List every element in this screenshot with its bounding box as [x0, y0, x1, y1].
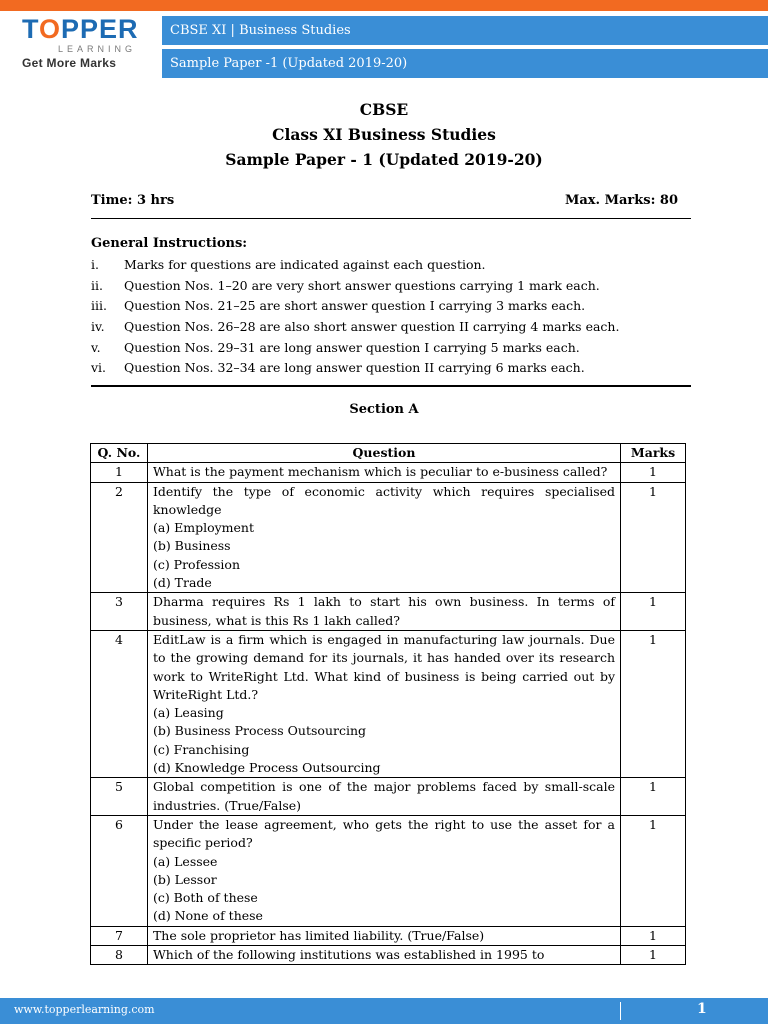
table-row: [91, 630, 686, 777]
question-text: [147, 778, 620, 816]
table-row: [91, 926, 686, 945]
question-stem: The sole proprietor has limited liability. (True/False): [152, 927, 485, 943]
footer-url[interactable]: www.topperlearning.com: [14, 1003, 155, 1016]
question-stem: EditLaw is a firm which is engaged in manufacturing law journals. Due to the growing demand for its journals, it has handed over its research work to WriteRight Ltd. What kind of business is being carried out by WriteRight Ltd.?: [152, 631, 616, 702]
table-row: [91, 463, 686, 482]
question-marks: 1: [621, 593, 686, 631]
doc-title-line1: CBSE: [359, 100, 409, 119]
question-stem: What is the payment mechanism which is peculiar to e-business called?: [152, 464, 608, 480]
question-stem: Identify the type of economic activity which requires specialised knowledge: [152, 483, 616, 517]
questions-table: [90, 443, 686, 965]
logo-subtext: LEARNING: [57, 44, 136, 54]
doc-title-line3: Sample Paper - 1 (Updated 2019-20): [225, 150, 543, 169]
question-stem: Global competition is one of the major problems faced by small-scale industries. (True/False): [152, 779, 616, 813]
answer-option: (b) Lessor: [152, 871, 217, 887]
footer-bar: [0, 998, 768, 1024]
exam-meta: [91, 193, 678, 208]
section-heading: Section A: [349, 402, 419, 417]
table-header-row: [91, 444, 686, 463]
question-number: 6: [91, 815, 148, 926]
question-text: [147, 946, 620, 965]
top-accent-bar: [0, 0, 768, 11]
answer-option: (d) None of these: [152, 908, 263, 924]
question-text: [147, 815, 620, 926]
question-marks: 1: [621, 946, 686, 965]
question-marks: 1: [621, 482, 686, 593]
instruction-item: vi. Question Nos. 32–34 are long answer question II carrying 6 marks each.: [91, 360, 585, 376]
question-text: [147, 482, 620, 593]
instruction-item: v. Question Nos. 29–31 are long answer question I carrying 5 marks each.: [91, 339, 580, 355]
time-label: Time: 3 hrs: [91, 193, 175, 208]
answer-option: (c) Both of these: [152, 890, 258, 906]
instruction-item: iii. Question Nos. 21–25 are short answer question I carrying 3 marks each.: [91, 298, 586, 314]
doc-title-line2: Class XI Business Studies: [272, 125, 496, 144]
rule-bottom: [91, 385, 691, 387]
answer-option: (c) Franchising: [152, 741, 250, 757]
answer-option: (a) Leasing: [152, 705, 224, 721]
header-band-paper: Sample Paper -1 (Updated 2019-20): [162, 49, 768, 78]
question-marks: 1: [621, 630, 686, 777]
logo-tagline: Get More Marks: [22, 56, 117, 70]
logo-brand: TOPPER: [22, 14, 139, 44]
instruction-item: ii. Question Nos. 1–20 are very short answer questions carrying 1 mark each.: [91, 277, 600, 293]
max-marks-label: Max. Marks: 80: [564, 193, 678, 208]
instructions-list: [91, 255, 691, 379]
table-row: [91, 946, 686, 965]
col-header-question: Question: [147, 444, 620, 463]
question-stem: Which of the following institutions was established in 1995 to: [152, 947, 545, 963]
question-number: 1: [91, 463, 148, 482]
question-marks: 1: [621, 778, 686, 816]
table-row: [91, 815, 686, 926]
table-row: [91, 593, 686, 631]
question-stem: Under the lease agreement, who gets the right to use the asset for a specific period?: [152, 816, 616, 851]
question-marks: 1: [621, 815, 686, 926]
question-text: [147, 926, 620, 945]
page-number: 1: [697, 1001, 707, 1017]
footer-divider: [620, 1002, 621, 1020]
header-band-subject: CBSE XI | Business Studies: [162, 16, 768, 45]
answer-option: (b) Business Process Outsourcing: [152, 723, 367, 739]
question-number: 3: [91, 593, 148, 631]
answer-option: (d) Trade: [152, 575, 212, 591]
table-row: [91, 778, 686, 816]
question-text: [147, 463, 620, 482]
question-number: 2: [91, 482, 148, 593]
answer-option: (d) Knowledge Process Outsourcing: [152, 760, 381, 776]
instruction-item: iv. Question Nos. 26–28 are also short answer question II carrying 4 marks each.: [91, 319, 620, 335]
instruction-item: i. Marks for questions are indicated against each question.: [91, 257, 486, 272]
answer-option: (a) Lessee: [152, 853, 218, 869]
topper-logo: [22, 14, 142, 78]
question-text: [147, 593, 620, 631]
question-number: 7: [91, 926, 148, 945]
question-number: 4: [91, 630, 148, 777]
question-text: [147, 630, 620, 777]
answer-option: (a) Employment: [152, 520, 255, 536]
rule-top: [91, 218, 691, 219]
col-header-marks: Marks: [621, 444, 686, 463]
instructions-heading: General Instructions:: [91, 236, 248, 251]
table-row: [91, 482, 686, 593]
question-stem: Dharma requires Rs 1 lakh to start his own business. In terms of business, what is this Rs 1 lakh called?: [152, 594, 616, 628]
question-number: 8: [91, 946, 148, 965]
question-number: 5: [91, 778, 148, 816]
col-header-qno: Q. No.: [91, 444, 148, 463]
answer-option: (b) Business: [152, 538, 231, 554]
question-marks: 1: [621, 926, 686, 945]
answer-option: (c) Profession: [152, 556, 241, 572]
question-marks: 1: [621, 463, 686, 482]
